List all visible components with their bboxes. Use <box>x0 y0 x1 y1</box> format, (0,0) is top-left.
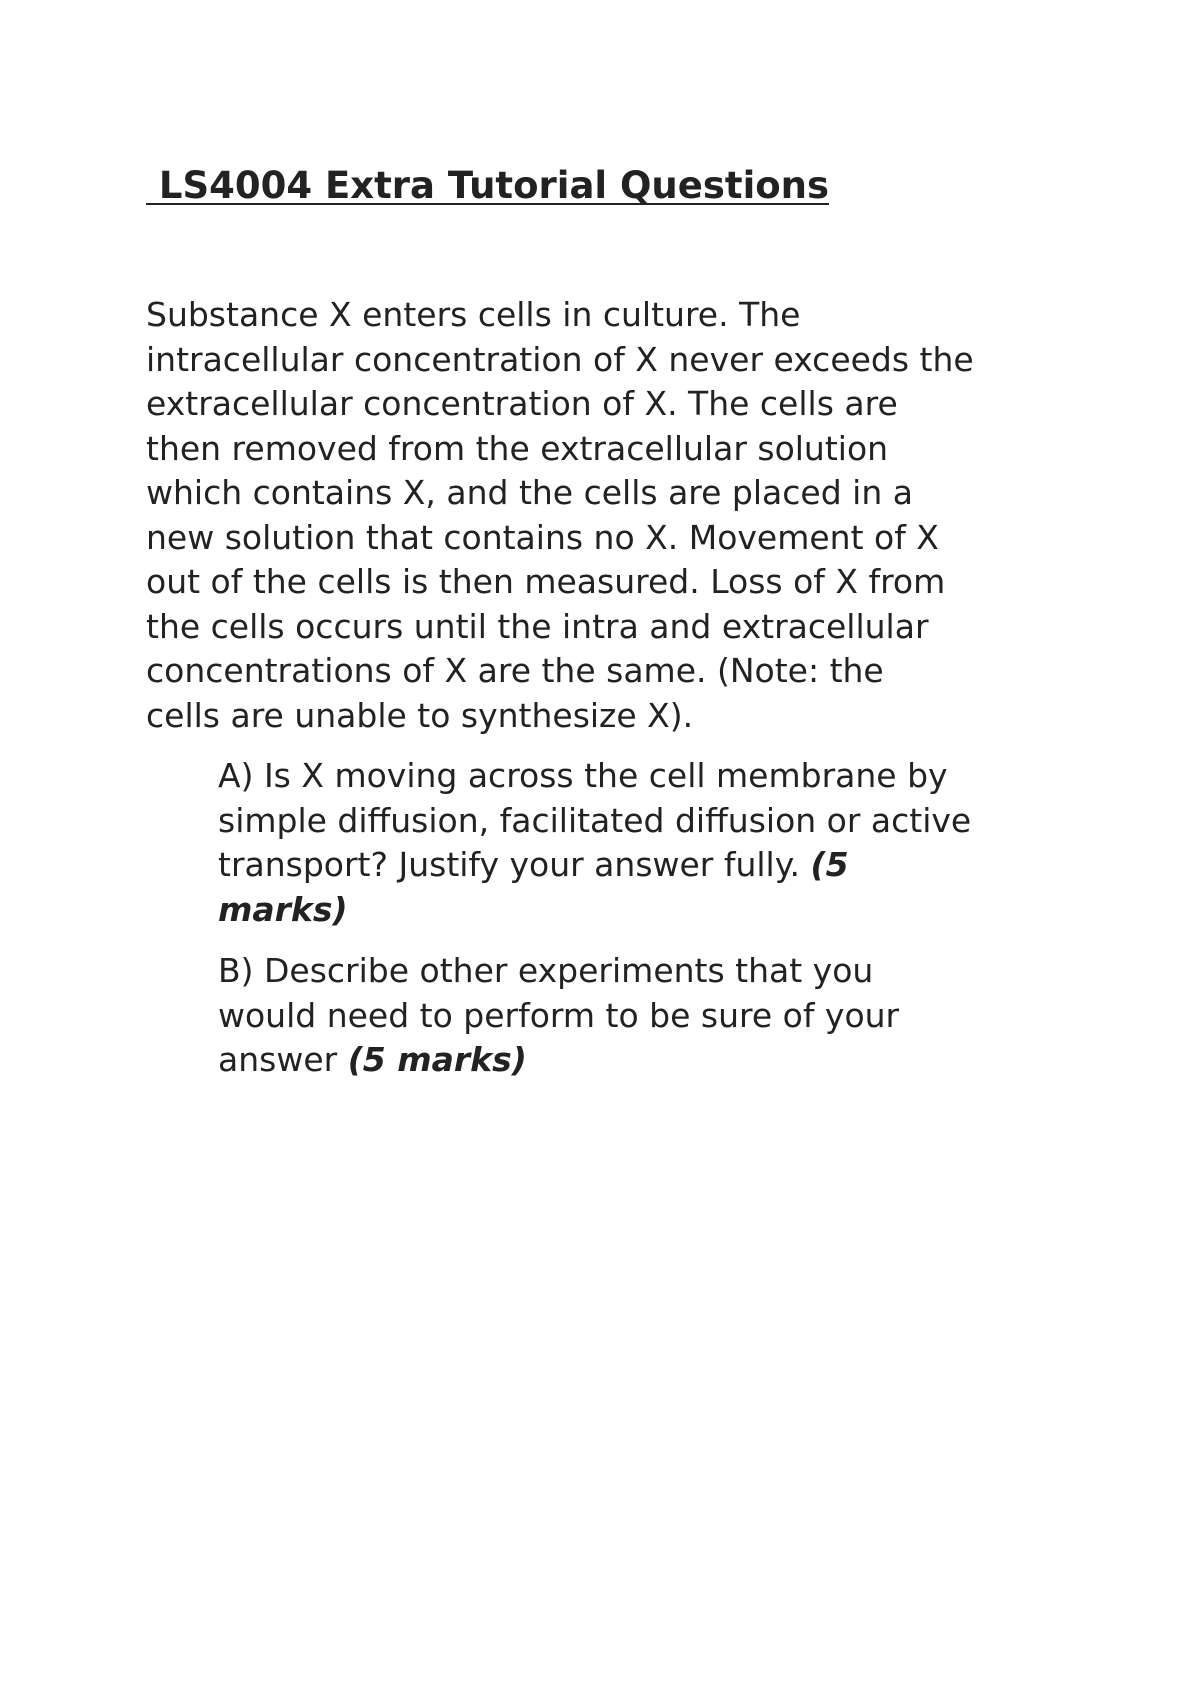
question-a-marks: (5 <box>810 845 849 884</box>
paragraph-line: concentrations of X are the same. (Note: the <box>146 651 884 690</box>
question-b-line <box>218 1038 1078 1083</box>
paragraph-line: the cells occurs until the intra and extracellular <box>146 606 929 646</box>
problem-paragraph <box>146 293 1076 738</box>
question-b-line: B) Describe other experiments that you <box>218 951 874 990</box>
question-b <box>218 949 1078 1083</box>
question-a-line: simple diffusion, facilitated diffusion or active <box>218 800 972 840</box>
question-a-marks-cont: marks) <box>218 889 348 929</box>
paragraph-line: extracellular concentration of X. The cells are <box>146 384 898 423</box>
paragraph-line: which contains X, and the cells are placed in a <box>146 473 913 512</box>
question-a-line: A) Is X moving across the cell membrane by <box>218 756 948 795</box>
document-title: LS4004 Extra Tutorial Questions <box>146 164 830 207</box>
question-a <box>218 754 1078 932</box>
question-b-marks: (5 marks) <box>347 1040 527 1079</box>
paragraph-line: then removed from the extracellular solution <box>146 428 889 468</box>
question-b-line: would need to perform to be sure of your <box>218 995 900 1035</box>
paragraph-line: cells are unable to synthesize X). <box>146 695 694 735</box>
paragraph-line: out of the cells is then measured. Loss of X from <box>146 562 946 601</box>
question-b-text: answer <box>218 1040 348 1079</box>
paragraph-line: new solution that contains no X. Movement of X <box>146 517 939 557</box>
paragraph-line: Substance X enters cells in culture. The <box>146 295 801 334</box>
question-a-line <box>218 843 1078 888</box>
question-a-text: transport? Justify your answer fully. <box>218 845 811 884</box>
paragraph-line: intracellular concentration of X never exceeds the <box>146 339 974 379</box>
